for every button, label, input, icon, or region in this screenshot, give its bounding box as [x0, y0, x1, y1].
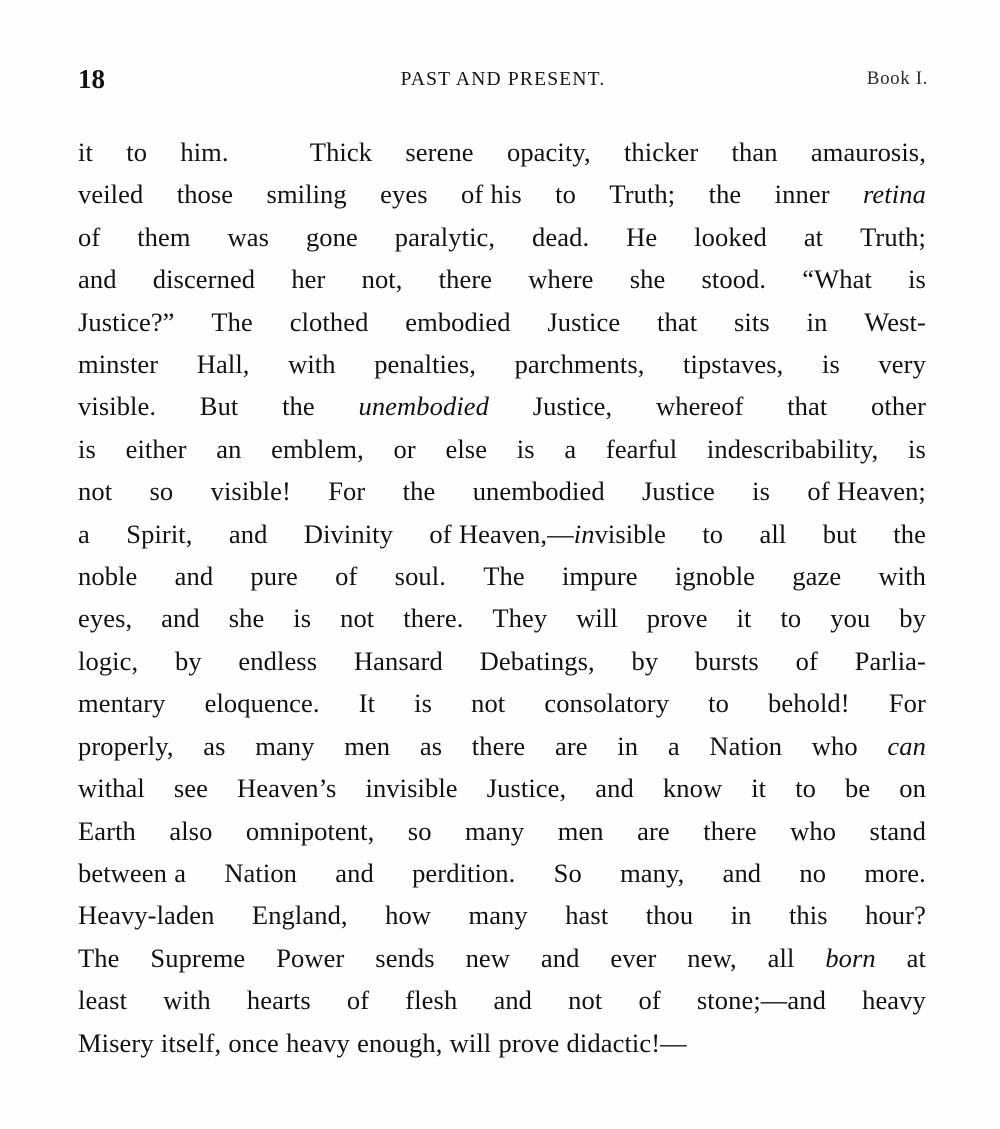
text-line: veiled those smiling eyes of his to Truth; the inner retina	[78, 179, 926, 210]
text-line: properly, as many men as there are in a Nation who can	[78, 730, 926, 761]
text-line: least with hearts of flesh and not of stone;—and heavy	[78, 985, 926, 1016]
text-line: of them was gone paralytic, dead. He looked at Truth;	[78, 221, 926, 252]
text-line: is either an emblem, or else is a fearful indescribability, is	[78, 433, 926, 464]
page-number: 18	[78, 64, 105, 94]
text-line: withal see Heaven’s invisible Justice, and know it to be on	[78, 773, 926, 804]
text-line: not so visible! For the unembodied Justice is of Heaven;	[78, 476, 926, 507]
running-head	[78, 64, 928, 98]
text-line: between a Nation and perdition. So many, and no more.	[78, 857, 926, 888]
text-line: Justice?” The clothed embodied Justice that sits in West-	[78, 306, 926, 337]
book-label: Book I.	[866, 68, 928, 89]
text-line: it to him. Thick serene opacity, thicker than amaurosis,	[78, 137, 926, 167]
text-line: eyes, and she is not there. They will prove it to you by	[78, 603, 926, 634]
text-line: logic, by endless Hansard Debatings, by bursts of Parlia-	[78, 645, 926, 676]
text-line: Heavy-laden England, how many hast thou in this hour?	[78, 900, 926, 931]
text-line: Misery itself, once heavy enough, will prove didactic!—	[78, 1027, 687, 1058]
text-line: and discerned her not, there where she stood. “What is	[78, 264, 926, 295]
text-line: mentary eloquence. It is not consolatory to behold! For	[78, 688, 926, 719]
text-line: noble and pure of soul. The impure ignoble gaze with	[78, 561, 926, 592]
text-line: a Spirit, and Divinity of Heaven,—invisible to all but the	[78, 518, 926, 549]
body-text	[78, 131, 926, 1064]
text-line: Earth also omnipotent, so many men are there who stand	[78, 815, 926, 846]
text-line: minster Hall, with penalties, parchments, tipstaves, is very	[78, 349, 926, 380]
text-line: visible. But the unembodied Justice, whereof that other	[78, 391, 926, 422]
text-line: The Supreme Power sends new and ever new, all born at	[78, 942, 926, 973]
running-title: PAST AND PRESENT.	[400, 69, 606, 90]
